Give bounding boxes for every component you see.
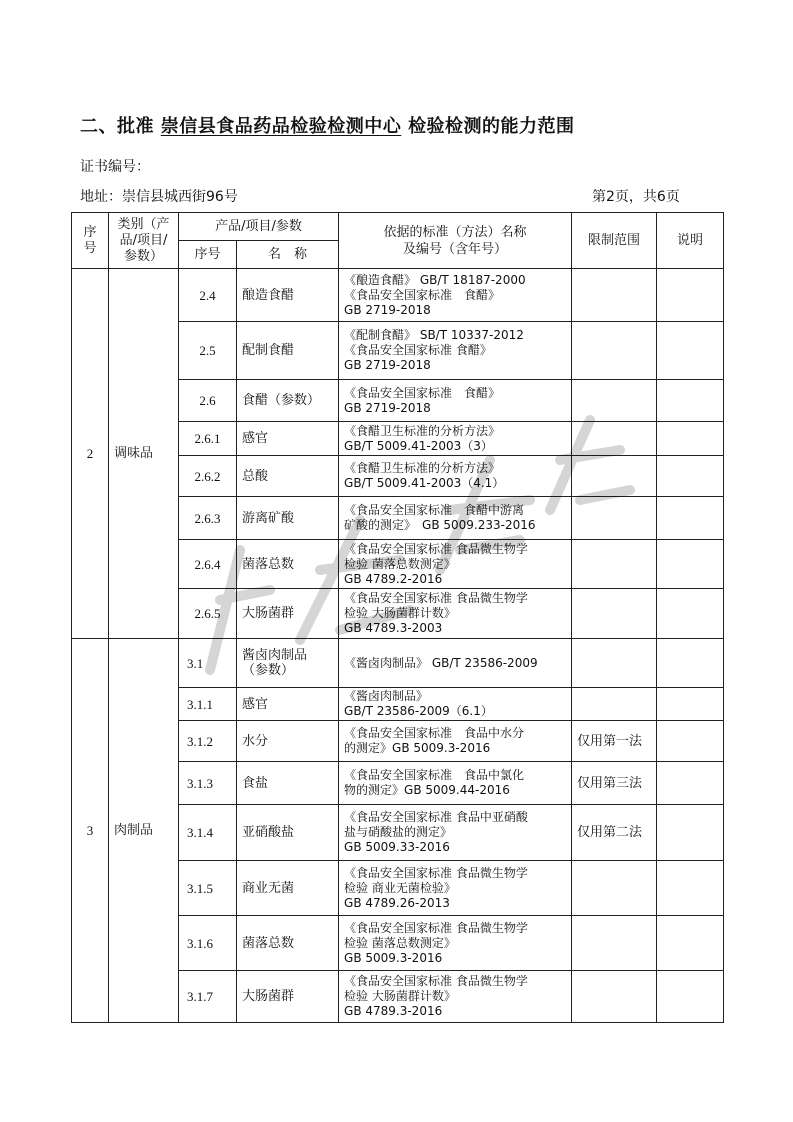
row-name: 菌落总数: [237, 916, 339, 971]
group-category: 调味品: [109, 269, 179, 639]
row-limit: [572, 688, 657, 721]
capability-table: [71, 212, 724, 1023]
row-number: 3.1: [179, 639, 237, 688]
row-number: 3.1.2: [179, 721, 237, 762]
row-name: 大肠菌群: [237, 589, 339, 639]
header-category: 类别（产品/项目/参数）: [109, 213, 179, 269]
row-standard: 《食醋卫生标准的分析方法》 GB/T 5009.41-2003（3）: [339, 422, 572, 456]
row-note: [657, 971, 724, 1023]
row-standard: 《酿造食醋》 GB/T 18187-2000 《食品安全国家标准 食醋》 GB 2719-2018: [339, 269, 572, 322]
row-name: 总酸: [237, 456, 339, 497]
row-note: [657, 916, 724, 971]
row-number: 3.1.5: [179, 861, 237, 916]
row-note: [657, 639, 724, 688]
row-note: [657, 861, 724, 916]
row-note: [657, 762, 724, 805]
row-standard: 《食品安全国家标准 食醋中游离 矿酸的测定》 GB 5009.233-2016: [339, 497, 572, 540]
row-limit: [572, 269, 657, 322]
title-prefix: 二、批准: [80, 116, 154, 137]
row-name: 配制食醋: [237, 322, 339, 380]
row-note: [657, 688, 724, 721]
header-product-group: 产品/项目/参数: [179, 213, 339, 241]
row-number: 3.1.4: [179, 805, 237, 861]
row-limit: [572, 456, 657, 497]
row-standard: 《食醋卫生标准的分析方法》 GB/T 5009.41-2003（4.1）: [339, 456, 572, 497]
row-name: 感官: [237, 688, 339, 721]
page-info: 第2页，共6页: [592, 189, 680, 205]
row-name: 游离矿酸: [237, 497, 339, 540]
row-name: 大肠菌群: [237, 971, 339, 1023]
row-note: [657, 721, 724, 762]
row-number: 2.6.1: [179, 422, 237, 456]
row-limit: [572, 861, 657, 916]
address: 地址：崇信县城西街96号: [80, 189, 238, 205]
row-name: 商业无菌: [237, 861, 339, 916]
row-name: 感官: [237, 422, 339, 456]
row-limit: [572, 540, 657, 589]
row-note: [657, 422, 724, 456]
header-sub-seq: 序号: [179, 241, 237, 269]
row-note: [657, 380, 724, 422]
row-standard: 《酱卤肉制品》 GB/T 23586-2009（6.1）: [339, 688, 572, 721]
row-standard: 《食品安全国家标准 食品微生物学 检验 菌落总数测定》 GB 4789.2-2016: [339, 540, 572, 589]
organization-name: 崇信县食品药品检验检测中心: [160, 116, 402, 137]
group-category: 肉制品: [109, 639, 179, 1023]
row-standard: 《食品安全国家标准 食品中水分 的测定》GB 5009.3-2016: [339, 721, 572, 762]
row-name: 亚硝酸盐: [237, 805, 339, 861]
row-standard: 《食品安全国家标准 食品微生物学 检验 大肠菌群计数》 GB 4789.3-2016: [339, 971, 572, 1023]
row-name: 水分: [237, 721, 339, 762]
row-note: [657, 497, 724, 540]
row-number: 2.5: [179, 322, 237, 380]
row-note: [657, 589, 724, 639]
header-seq: 序号: [72, 213, 109, 269]
row-limit: [572, 322, 657, 380]
row-limit: [572, 916, 657, 971]
row-standard: 《配制食醋》 SB/T 10337-2012 《食品安全国家标准 食醋》 GB 2719-2018: [339, 322, 572, 380]
row-limit: [572, 380, 657, 422]
row-number: 3.1.3: [179, 762, 237, 805]
row-note: [657, 805, 724, 861]
row-standard: 《食品安全国家标准 食品中亚硝酸 盐与硝酸盐的测定》 GB 5009.33-2016: [339, 805, 572, 861]
row-number: 2.6.5: [179, 589, 237, 639]
header-standard: 依据的标准（方法）名称及编号（含年号）: [339, 213, 572, 269]
group-seq: 2: [72, 269, 109, 639]
row-limit: [572, 639, 657, 688]
row-limit: 仅用第一法: [572, 721, 657, 762]
row-note: [657, 540, 724, 589]
row-number: 2.4: [179, 269, 237, 322]
group-seq: 3: [72, 639, 109, 1023]
table-row: [72, 269, 724, 322]
title-suffix: 检验检测的能力范围: [408, 116, 575, 137]
row-note: [657, 322, 724, 380]
row-number: 3.1.7: [179, 971, 237, 1023]
row-standard: 《食品安全国家标准 食品微生物学 检验 大肠菌群计数》 GB 4789.3-2003: [339, 589, 572, 639]
row-limit: 仅用第三法: [572, 762, 657, 805]
certificate-number-label: 证书编号：: [80, 159, 150, 175]
page-title: [80, 112, 575, 138]
row-name: 食醋（参数）: [237, 380, 339, 422]
row-number: 3.1.6: [179, 916, 237, 971]
header-name: 名 称: [237, 241, 339, 269]
table-row: [72, 639, 724, 688]
row-standard: 《酱卤肉制品》 GB/T 23586-2009: [339, 639, 572, 688]
row-number: 2.6.4: [179, 540, 237, 589]
row-limit: [572, 589, 657, 639]
row-number: 2.6.3: [179, 497, 237, 540]
row-number: 3.1.1: [179, 688, 237, 721]
row-number: 2.6.2: [179, 456, 237, 497]
row-name: 食盐: [237, 762, 339, 805]
row-number: 2.6: [179, 380, 237, 422]
row-limit: [572, 422, 657, 456]
row-standard: 《食品安全国家标准 食醋》 GB 2719-2018: [339, 380, 572, 422]
row-note: [657, 269, 724, 322]
row-name: 酱卤肉制品 （参数）: [237, 639, 339, 688]
row-limit: [572, 971, 657, 1023]
row-limit: 仅用第二法: [572, 805, 657, 861]
row-standard: 《食品安全国家标准 食品中氯化 物的测定》GB 5009.44-2016: [339, 762, 572, 805]
header-limit: 限制范围: [572, 213, 657, 269]
row-standard: 《食品安全国家标准 食品微生物学 检验 商业无菌检验》 GB 4789.26-2013: [339, 861, 572, 916]
row-standard: 《食品安全国家标准 食品微生物学 检验 菌落总数测定》 GB 5009.3-2016: [339, 916, 572, 971]
row-limit: [572, 497, 657, 540]
row-name: 菌落总数: [237, 540, 339, 589]
row-name: 酿造食醋: [237, 269, 339, 322]
row-note: [657, 456, 724, 497]
header-note: 说明: [657, 213, 724, 269]
